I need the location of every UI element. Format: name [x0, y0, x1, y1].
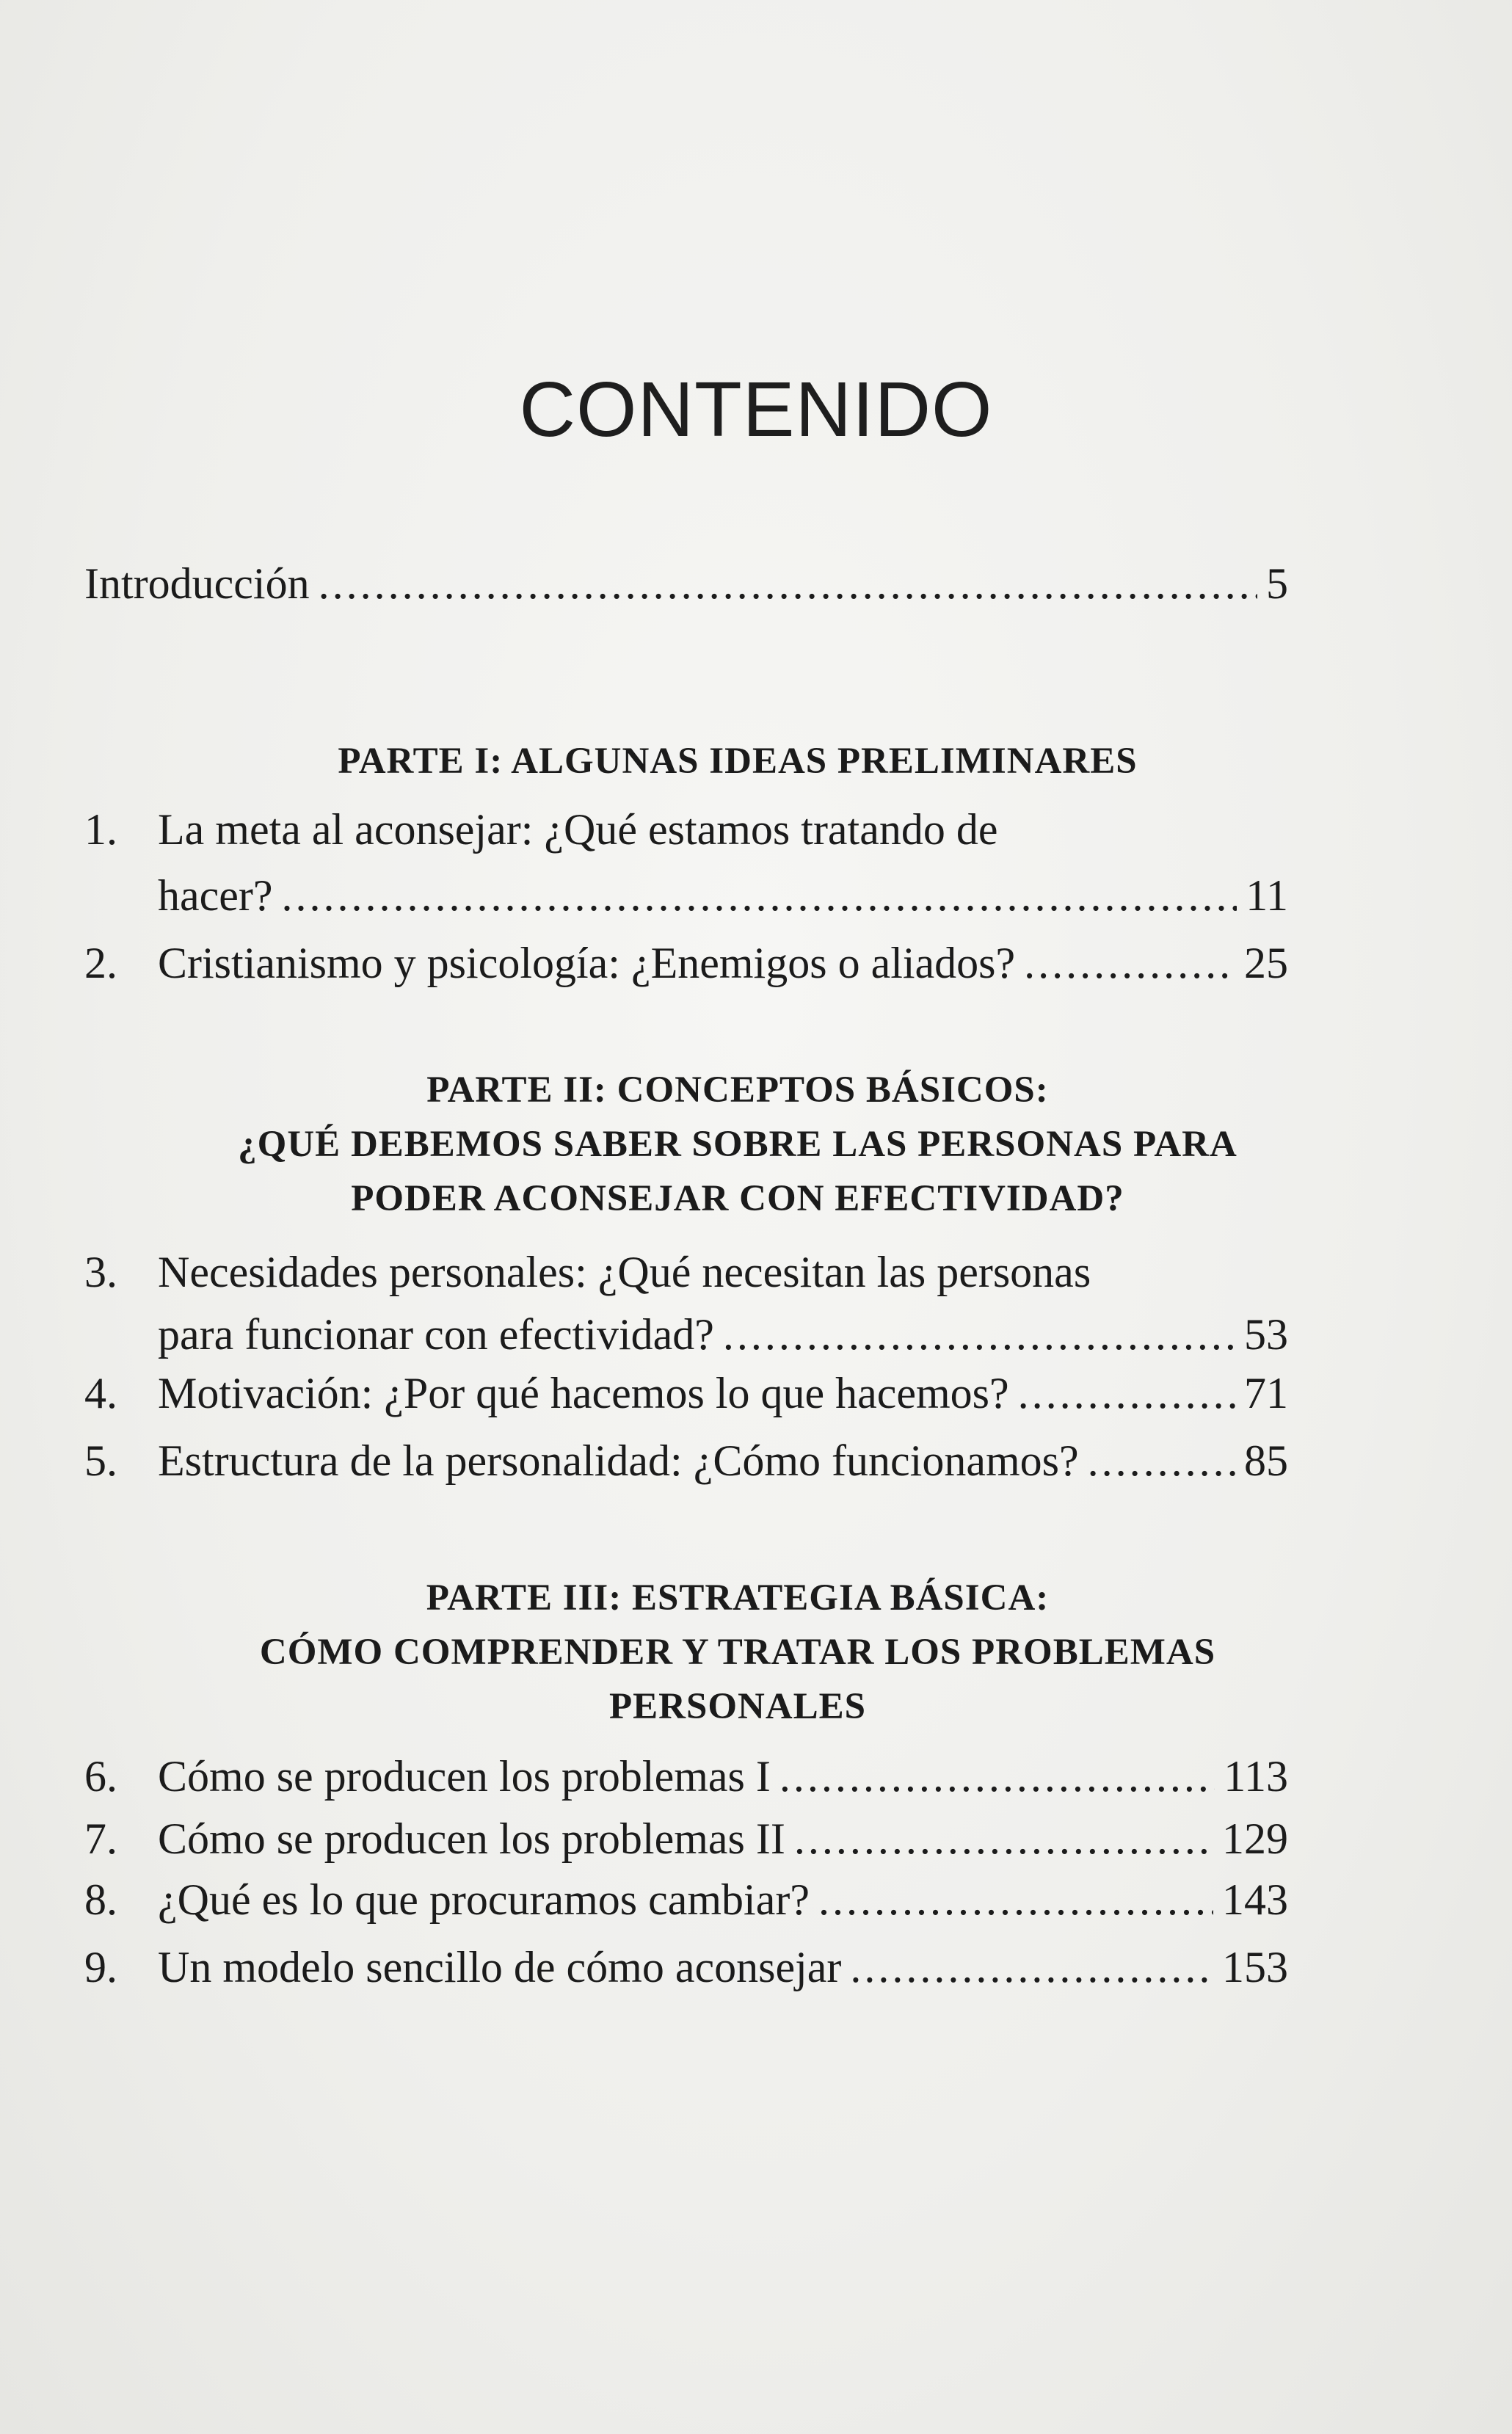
entry-label: Introducción — [84, 559, 310, 608]
entry-label: Cómo se producen los problemas II — [158, 1814, 785, 1863]
entry-page: 5 — [1266, 559, 1288, 608]
toc-entry-1-line2 — [158, 866, 1288, 925]
toc-entry-1-line1 — [84, 800, 1288, 859]
leader-dots — [850, 1938, 1213, 1997]
entry-number: 5. — [84, 1436, 117, 1485]
entry-label: La meta al aconsejar: ¿Qué estamos tratando de — [158, 805, 998, 854]
entry-number: 1. — [84, 805, 117, 854]
toc-entry-7 — [84, 1809, 1288, 1868]
entry-number: 6. — [84, 1752, 117, 1801]
entry-page: 11 — [1246, 871, 1288, 920]
part-heading-line: PODER ACONSEJAR CON EFECTIVIDAD? — [351, 1178, 1124, 1219]
entry-label: Necesidades personales: ¿Qué necesitan las personas — [158, 1248, 1091, 1296]
leader-dots — [818, 1870, 1213, 1929]
part-heading-line: ¿QUÉ DEBEMOS SABER SOBRE LAS PERSONAS PARA — [238, 1124, 1237, 1165]
entry-number: 9. — [84, 1943, 117, 1991]
entry-label: para funcionar con efectividad? — [158, 1310, 714, 1359]
entry-number: 4. — [84, 1369, 117, 1417]
entry-label: ¿Qué es lo que procuramos cambiar? — [158, 1875, 810, 1924]
entry-label: Cristianismo y psicología: ¿Enemigos o aliados? — [158, 939, 1016, 987]
part-heading-line: PARTE II: CONCEPTOS BÁSICOS: — [426, 1069, 1049, 1111]
entry-page: 25 — [1244, 939, 1288, 987]
leader-dots — [723, 1305, 1235, 1364]
entry-number: 7. — [84, 1814, 117, 1863]
part-heading-line: CÓMO COMPRENDER Y TRATAR LOS PROBLEMAS — [259, 1632, 1216, 1673]
toc-entry-9 — [84, 1938, 1288, 1997]
entry-page: 85 — [1244, 1436, 1288, 1485]
entry-number: 3. — [84, 1248, 117, 1296]
entry-number: 2. — [84, 939, 117, 987]
toc-entry-4 — [84, 1364, 1288, 1423]
leader-dots — [779, 1747, 1215, 1806]
part-3-heading — [84, 1571, 1391, 1734]
toc-entry-6 — [84, 1747, 1288, 1806]
toc-entry-3-line1 — [84, 1243, 1288, 1301]
leader-dots — [282, 866, 1237, 925]
toc-entry-8 — [84, 1870, 1288, 1929]
part-1-heading — [84, 734, 1391, 788]
leader-dots — [794, 1809, 1213, 1868]
leader-dots — [319, 554, 1257, 613]
entry-page: 113 — [1224, 1752, 1288, 1801]
part-2-heading — [84, 1063, 1391, 1226]
part-heading-line: PARTE I: ALGUNAS IDEAS PRELIMINARES — [338, 741, 1138, 782]
toc-entry-3-line2 — [158, 1305, 1288, 1364]
page-title: CONTENIDO — [519, 366, 993, 453]
entry-page: 153 — [1222, 1943, 1288, 1991]
part-heading-line: PARTE III: ESTRATEGIA BÁSICA: — [426, 1577, 1050, 1619]
leader-dots — [1024, 934, 1235, 992]
entry-label: Un modelo sencillo de cómo aconsejar — [158, 1943, 842, 1991]
entry-page: 129 — [1222, 1814, 1288, 1863]
leader-dots — [1088, 1431, 1235, 1490]
leader-dots — [1018, 1364, 1235, 1423]
entry-label: hacer? — [158, 871, 273, 920]
entry-page: 53 — [1244, 1310, 1288, 1359]
entry-label: Estructura de la personalidad: ¿Cómo funcionamos? — [158, 1436, 1079, 1485]
entry-number: 8. — [84, 1875, 117, 1924]
toc-entry-5 — [84, 1431, 1288, 1490]
entry-label: Cómo se producen los problemas I — [158, 1752, 771, 1801]
toc-entry-intro — [84, 554, 1288, 613]
entry-page: 143 — [1222, 1875, 1288, 1924]
entry-label: Motivación: ¿Por qué hacemos lo que hacemos? — [158, 1369, 1009, 1417]
toc-entry-2 — [84, 934, 1288, 992]
entry-page: 71 — [1244, 1369, 1288, 1417]
part-heading-line: PERSONALES — [608, 1686, 867, 1727]
